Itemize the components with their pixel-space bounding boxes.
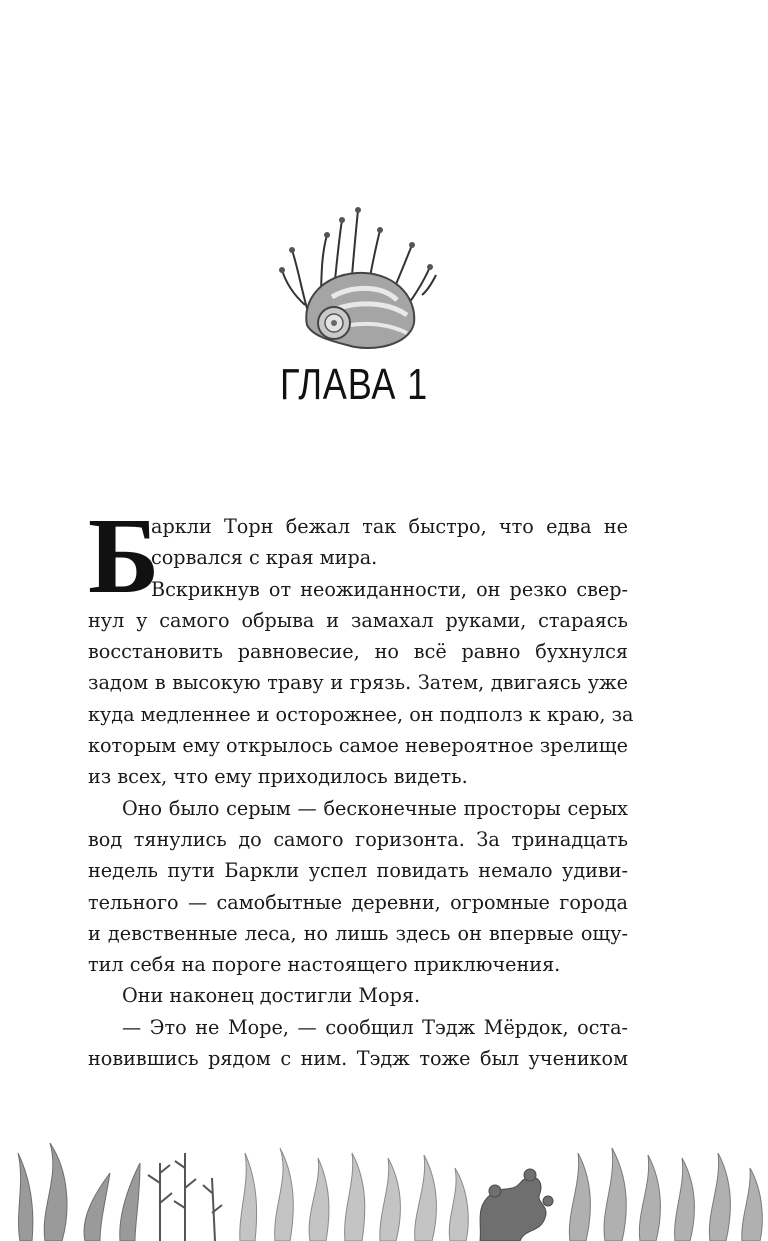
paragraph-line: Вскрикнув от неожиданности, он резко свер- (151, 577, 628, 601)
seashell-coral-icon (272, 205, 442, 355)
paragraph-line: восстановить равновесие, но всё равно бухнулся (88, 640, 628, 664)
paragraph-line: и девственные леса, но лишь здесь он впервые ощу- (88, 921, 628, 945)
paragraph-line: — Это не Море, — сообщил Тэдж Мёрдок, оста- (122, 1015, 628, 1039)
paragraph-line: которым ему открылось самое невероятное зрелище (88, 734, 628, 758)
paragraph-line: сорвался с края мира. (151, 546, 378, 570)
paragraph-line: недель пути Баркли успел повидать немало удиви- (88, 859, 628, 883)
paragraph-line: задом в высокую траву и грязь. Затем, двигаясь уже (88, 671, 628, 695)
paragraph-line: тил себя на пороге настоящего приключения. (88, 953, 561, 977)
seaweed-border-icon (0, 1123, 768, 1241)
paragraph-line: нул у самого обрыва и замахал руками, стараясь (88, 608, 628, 632)
paragraph-line: тельного — самобытные деревни, огромные города (88, 890, 628, 914)
paragraph-line: Оно было серым — бесконечные просторы серых (122, 796, 628, 820)
paragraph-line: вод тянулись до самого горизонта. За тринадцать (88, 827, 628, 851)
paragraph-line: куда медленнее и осторожнее, он подполз к краю, за (88, 702, 634, 726)
chapter-title: ГЛАВА 1 (279, 360, 429, 409)
paragraph-line: Они наконец достигли Моря. (122, 984, 421, 1008)
chapter-body (88, 497, 634, 1074)
paragraph-line: новившись рядом с ним. Тэдж тоже был учеником (88, 1047, 628, 1071)
drop-cap: Б (88, 497, 160, 616)
paragraph-line: аркли Торн бежал так быстро, что едва не (151, 515, 628, 538)
paragraph-line: из всех, что ему приходилось видеть. (88, 765, 468, 789)
